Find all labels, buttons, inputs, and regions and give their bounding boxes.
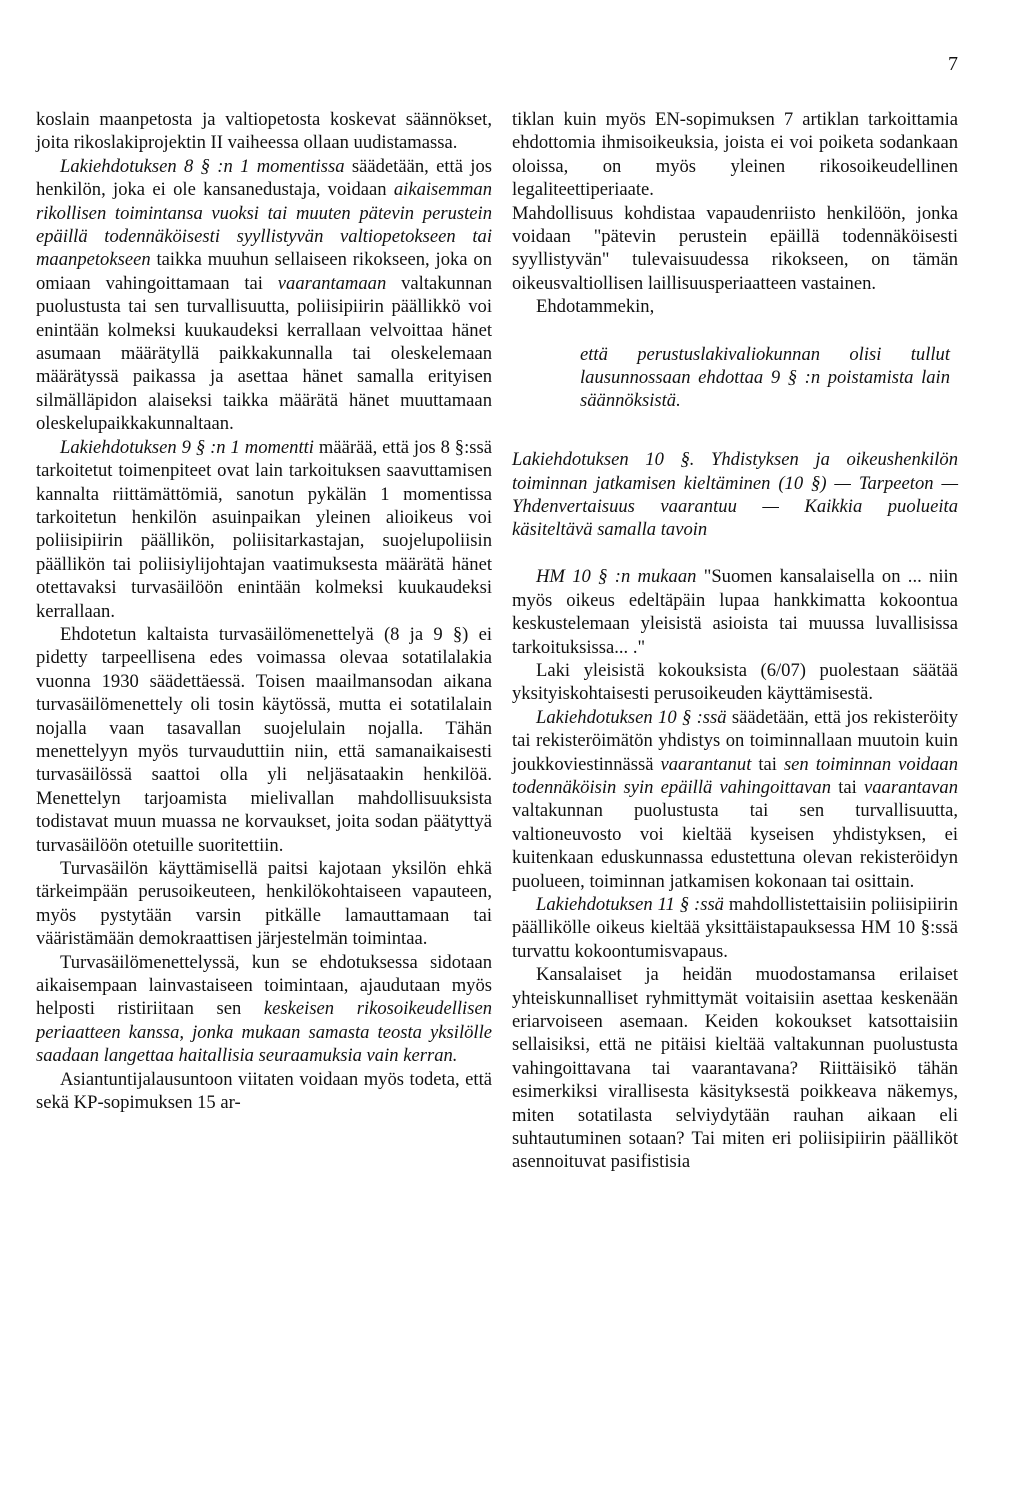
paragraph: [512, 893, 958, 963]
paragraph: Ehdotammekin,: [536, 296, 655, 318]
italic-text: vaarantanut: [660, 753, 752, 775]
italic-ref: Lakiehdotuksen 9 § :n 1 momentti: [60, 436, 314, 458]
paragraph: [36, 155, 492, 436]
italic-text: aikaisemman rikollisen toimintansa vuoksi tai muuten pätevin perustein epäillä todennäköisesti syyllistyvän valtiopetokseen tai maanpetokseen: [36, 179, 492, 271]
text: valtakunnan puolustusta tai sen turvallisuutta, poliisipiirin päällikkö voi enintään kolmeksi kuukaudeksi kerrallaan velvoittaa hänet asumaan määrätyllä paikkakunnalla tai oleskelemaan määrätyssä paikassa ja asettaa hänet samalla erityisen silmälläpidon alaiseksi taikka määrätä hänet muuttamaan oleskelupaikkakunnaltaan.: [36, 272, 492, 435]
right-column: [512, 108, 958, 1174]
section-heading-text: Lakiehdotuksen 10 §. Yhdistyksen ja oikeushenkilön toiminnan jatkamisen kieltäminen (10 §) — Tarpeeton — Yhdenvertaisuus vaarantuu — Kaikkia puolueita käsiteltävä samalla tavoin: [512, 449, 958, 541]
text: säädetään, että jos rekisteröity tai rekisteröimätön yhdistys on toiminnallaan muutoin kuin joukkoviestinnässä: [512, 706, 958, 775]
spacer: [512, 542, 958, 565]
text: Turvasäilömenettelyssä, kun se ehdotuksessa sidotaan aikaisempaan lainvastaiseen toimintaan, ajaudutaan myös helposti ristiriitaan sen: [36, 951, 492, 1020]
page-number: 7: [948, 53, 958, 75]
spacer: [512, 413, 958, 436]
text: tai: [751, 753, 784, 775]
paragraph: Turvasäilön käyttämisellä paitsi kajotaan yksilön ehkä tärkeimpään perusoikeuteen, henkilökohtaiseen vapauteen, myös pystytään varsin pitkälle lamauttamaan tai vääristämään demokraattisen järjestelmän toimintaa.: [36, 858, 492, 950]
paragraph: [36, 951, 492, 1068]
italic-text: keskeisen rikosoikeudellisen periaatteen kanssa, jonka mukaan samasta teosta yksilölle saadaan langettaa haitallisia seuraamuksia vain kerran.: [36, 998, 492, 1067]
italic-ref: Lakiehdotuksen 8 § :n 1 momentissa: [60, 155, 345, 177]
paragraph: [512, 706, 958, 893]
paragraph: [36, 436, 492, 623]
text: taikka muuhun sellaiseen rikokseen, joka on omiaan vahingoittamaan tai: [36, 249, 492, 294]
paragraph: Kansalaiset ja heidän muodostamansa erilaiset yhteiskunnalliset ryhmittymät voitaisiin asettaa keskenään eriarvoiseen asemaan. Keiden kokoukset katsottaisiin sellaisiksi, että ne pitäisi kieltää valtakunnan puolustusta vahingoittavana tai vaarantavana? Riittäisikö tähän esimerkiksi virallisesta käsityksestä poikkeava näkemys, miten sotatilasta selviydytään rauhan aikaan eli suhtautuminen sotaan? Tai miten eri poliisipiirin päälliköt asennoituvat pasifistisia: [512, 964, 958, 1173]
text: "Suomen kansalaisella on ... niin myös oikeus edeltäpäin lupaa hankkimatta kokoontua keskustelemaan yleisistä asioista tai muussa luvallisissa tarkoituksissa... .": [512, 566, 958, 658]
paragraph: Mahdollisuus kohdistaa vapaudenriisto henkilöön, jonka voidaan "pätevin perustein epäillä todennäköisesti syyllistyvän" tulevaisuudessa rikokseen, on tämän oikeusvaltiollisen laillisuusperiaatteen vastainen.: [512, 202, 958, 294]
paragraph: Laki yleisistä kokouksista (6/07) puolestaan säätää yksityiskohtaisesti perusoikeuden käyttämisestä.: [512, 659, 958, 705]
italic-text: vaarantavan: [864, 776, 958, 798]
spacer: [512, 436, 958, 448]
paragraph: tiklan kuin myös EN-sopimuksen 7 artiklan tarkoittamia ehdottomia ihmisoikeuksia, joista ei voi poiketa sodankaan oloissa, on myös yleinen rikosoikeudellinen legaliteettiperiaate.: [512, 109, 958, 201]
italic-text: sen toiminnan voidaan todennäköisin syin epäillä vahingoittavan: [512, 753, 958, 798]
paragraph: koslain maanpetosta ja valtiopetosta koskevat säännökset, joita rikoslakiprojektin II vaiheessa ollaan uudistamassa.: [36, 109, 492, 154]
paragraph: Ehdotetun kaltaista turvasäilömenettelyä (8 ja 9 §) ei pidetty tarpeellisena edes voimassa olevaa sotatilalakia vuonna 1930 säädettäessä. Toisen maailmansodan aikana turvasäilömenettely oli tosin käytössä, mutta ei sotatilalain nojalla vaan tasavallan suojelulain nojalla. Tähän menettelyyn myös turvauduttiin niin, että samanaikaisesti turvasäilössä saattoi olla yli neljäsataakin henkilöä. Menettelyn tarjoamista mielivallan mahdollisuuksista todistavat muun muassa ne korvaukset, joita sodan päätyttyä turvasäilöön otetuille suoritettiin.: [36, 623, 492, 856]
text: määrää, että jos 8 §:ssä tarkoitetut toimenpiteet ovat lain tarkoituksen saavuttamisen kannalta riittämättömiä, sanotun pykälän 1 momentissa tarkoitetun henkilön asuinpaikan yleinen alioikeus voi poliisipiirin päällikön, poliisitarkastajan, suojelupoliisin päällikön tai poliisiylijohtajan vaatimuksesta määrätä hänet otettavaksi turvasäilöön enintään kolmeksi kuukaudeksi kerrallaan.: [36, 436, 492, 622]
section-heading: [512, 448, 958, 542]
left-column: [36, 108, 492, 1114]
italic-ref: Lakiehdotuksen 11 § :ssä: [536, 893, 724, 915]
text: tai: [831, 776, 864, 798]
paragraph: [512, 565, 958, 659]
paragraph: Asiantuntijalausuntoon viitaten voidaan myös todeta, että sekä KP-sopimuksen 15 ar-: [36, 1068, 492, 1114]
text: mahdollistettaisiin poliisipiirin päällikölle oikeus kieltää yksittäistapauksessa HM 10 §:ssä turvattu kokoontumisvapaus.: [512, 893, 959, 962]
text: valtakunnan puolustusta tai sen turvallisuutta, valtioneuvosto voi kieltää kyseisen yhdistyksen, ei kuitenkaan eduskunnassa edustettuna olevan rekisteröidyn puolueen, toiminnan jatkamisen kokonaan tai osittain.: [512, 800, 958, 892]
italic-ref: Lakiehdotuksen 10 § :ssä: [536, 706, 727, 728]
block-quote: että perustuslakivaliokunnan olisi tullut lausunnossaan ehdottaa 9 § :n poistamista lain säännöksistä.: [580, 343, 950, 412]
italic-ref: HM 10 § :n mukaan: [536, 566, 697, 588]
text: säädetään, että jos henkilön, joka ei ole kansanedustaja, voidaan: [36, 155, 492, 201]
italic-text: vaarantamaan: [277, 272, 387, 294]
